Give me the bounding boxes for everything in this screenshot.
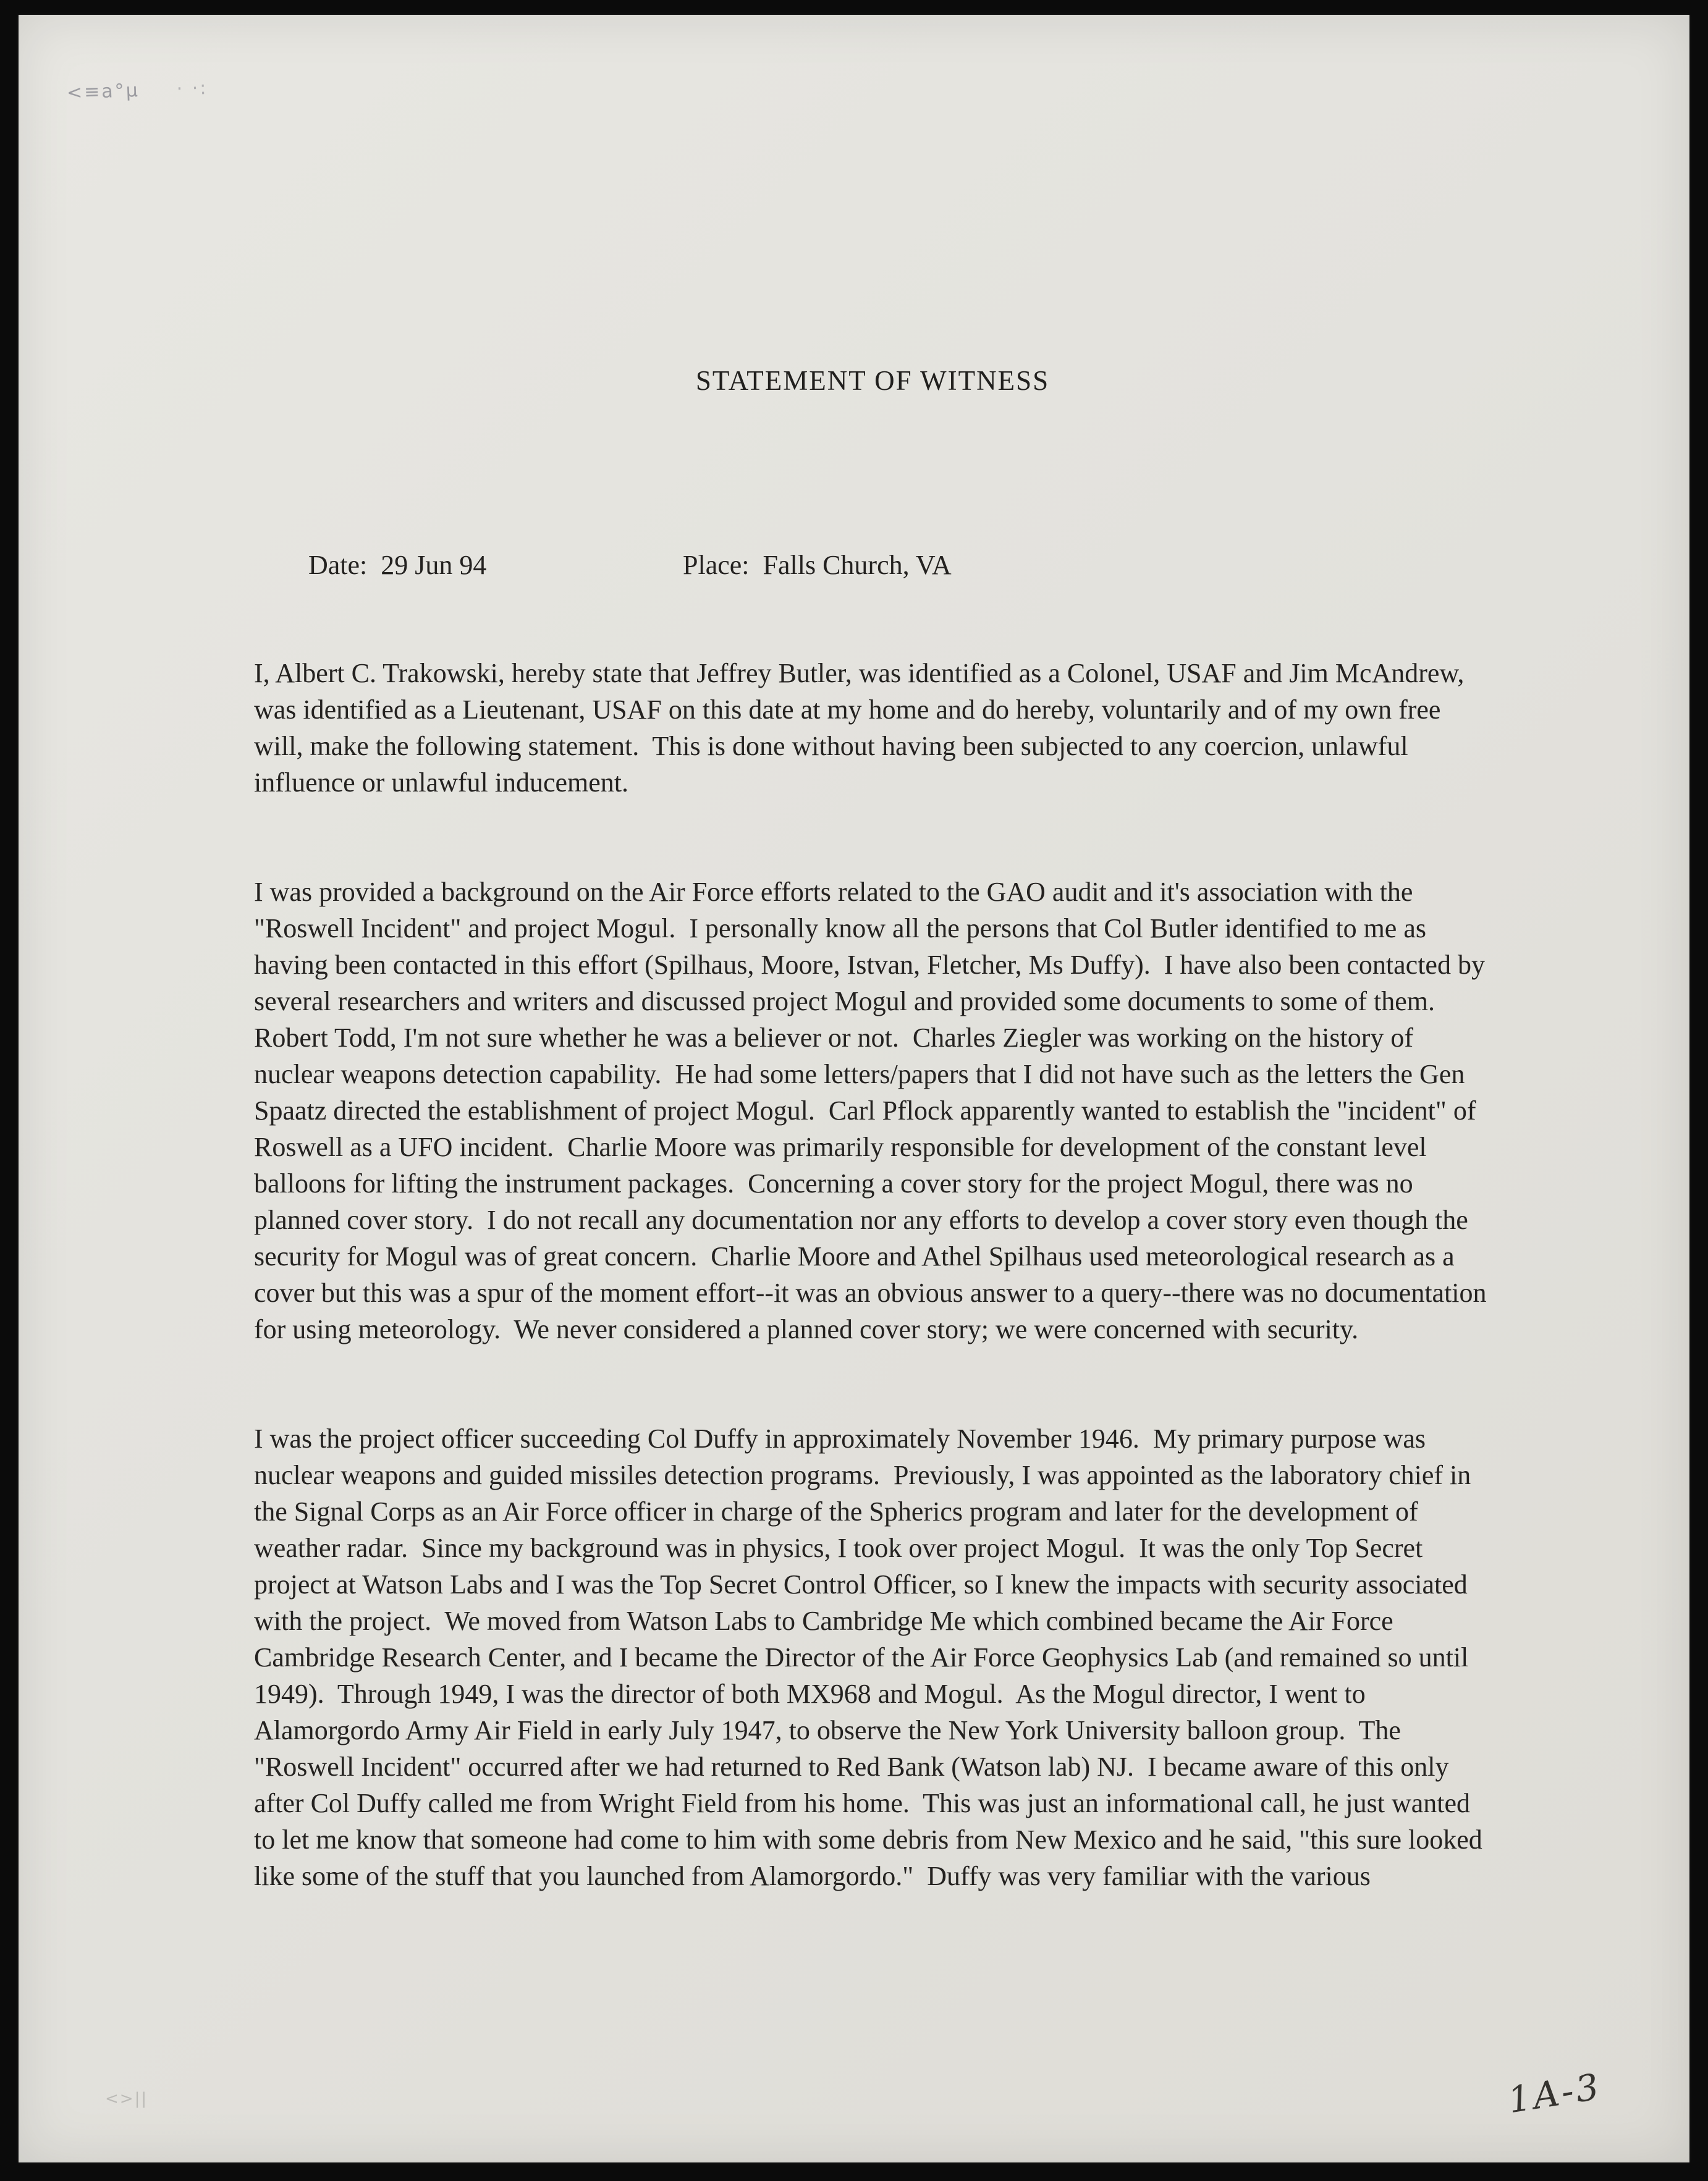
place-value: Falls Church, VA	[763, 550, 952, 580]
document-page	[19, 15, 1689, 2162]
place-label: Place:	[683, 550, 750, 580]
date-value: 29 Jun 94	[381, 550, 487, 580]
document-text-block	[254, 15, 1494, 1967]
document-title: STATEMENT OF WITNESS	[695, 365, 1050, 396]
scan-artifact-bottom-left: <>||	[105, 2090, 148, 2108]
place-field	[683, 550, 952, 580]
scan-artifact-top-left	[66, 77, 208, 104]
date-place-line	[254, 510, 1491, 620]
date-label: Date:	[308, 550, 368, 580]
paragraph-project-officer: I was the project officer succeeding Col Duffy in approximately November 1946. My primary purpose was nuclear weapons and guided missiles detection programs. Previously, I was appointed as the laboratory chief in the Signal Corps as an Air Force officer in charge of the Spherics program and later for the development of weather radar. Since my background was in physics, I took over project Mogul. It was the only Top Secret project at Watson Labs and I was the Top Secret Control Officer, so I knew the impacts with security associated with the project. We moved from Watson Labs to Cambridge Me which combined became the Air Force Cambridge Research Center, and I became the Director of the Air Force Geophysics Lab (and remained so until 1949). Through 1949, I was the director of both MX968 and Mogul. As the Mogul director, I went to Alamorgordo Army Air Field in early July 1947, to observe the New York University balloon group. The "Roswell Incident" occurred after we had returned to Red Bank (Watson lab) NJ. I became aware of this only after Col Duffy called me from Wright Field from his home. This was just an informational call, he just wanted to let me know that someone had come to him with some debris from New Mexico and he said, "this sure looked like some of the stuff that you launched from Alamorgordo." Duffy was very familiar with the various	[254, 1424, 1489, 1891]
handwritten-page-number: 1A-3	[1505, 2065, 1604, 2122]
paragraph-background-mogul: I was provided a background on the Air Force efforts related to the GAO audit and it's association with the "Roswell Incident" and project Mogul. I personally know all the persons that Col Butler identified to me as having been contacted in this effort (Spilhaus, Moore, Istvan, Fletcher, Ms Duffy). I have also been contacted by several researchers and writers and discussed project Mogul and provided some documents to some of them. Robert Todd, I'm not sure whether he was a believer or not. Charles Ziegler was working on the history of nuclear weapons detection capability. He had some letters/papers that I did not have such as the letters the Gen Spaatz directed the establishment of project Mogul. Carl Pflock apparently wanted to establish the "incident" of Roswell as a UFO incident. Charlie Moore was primarily responsible for development of the constant level balloons for lifting the instrument packages. Concerning a cover story for the project Mogul, there was no planned cover story. I do not recall any documentation nor any efforts to develop a cover story even though the security for Mogul was of great concern. Charlie Moore and Athel Spilhaus used meteorological research as a cover but this was a spur of the moment effort--it was an obvious answer to a query--there was no documentation for using meteorology. We never considered a planned cover story; we were concerned with security.	[254, 877, 1494, 1344]
pencil-dots-mark: · ·:	[176, 77, 209, 100]
date-field	[308, 547, 683, 583]
paragraph-statement-intro: I, Albert C. Trakowski, hereby state that Jeffrey Butler, was identified as a Colonel, USAF and Jim McAndrew, was identified as a Lieutenant, USAF on this date at my home and do hereby, voluntarily and of my own free will, make the following statement. This is done without having been subjected to any coercion, unlawful influence or unlawful inducement.	[254, 658, 1471, 798]
pencil-stamp-mark: <≡a°µ	[66, 79, 140, 104]
